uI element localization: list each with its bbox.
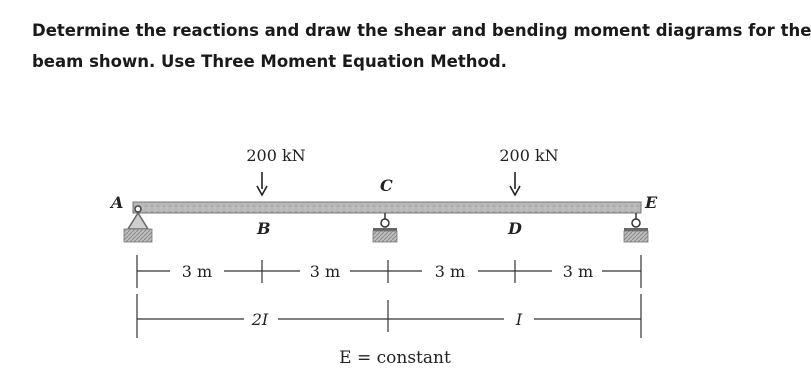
span-cd-label: 3 m: [434, 262, 466, 281]
point-b-label: B: [257, 219, 271, 238]
beam: [133, 202, 641, 213]
span-ab-label: 3 m: [181, 262, 213, 281]
point-e-label: E: [645, 193, 658, 212]
point-c-label: C: [380, 176, 393, 195]
roller-support-e: [624, 213, 648, 242]
modulus-note: E = constant: [339, 348, 451, 368]
inertia-dimension-line: [137, 294, 641, 338]
load-b-label: 200 kN: [246, 146, 306, 165]
span-bc-label: 3 m: [309, 262, 341, 281]
point-d-label: D: [508, 219, 522, 238]
question-line-1: Determine the reactions and draw the shear and bending moment diagrams for the: [32, 21, 811, 40]
point-a-label: A: [111, 193, 124, 212]
inertia-right-label: I: [515, 310, 523, 329]
roller-support-c: [373, 213, 397, 242]
load-d-label: 200 kN: [499, 146, 559, 165]
load-b-arrow-icon: [257, 172, 267, 195]
load-d-arrow-icon: [510, 172, 520, 195]
question-line-2: beam shown. Use Three Moment Equation Method.: [32, 52, 507, 71]
span-de-label: 3 m: [562, 262, 594, 281]
inertia-left-label: 2I: [251, 310, 269, 329]
